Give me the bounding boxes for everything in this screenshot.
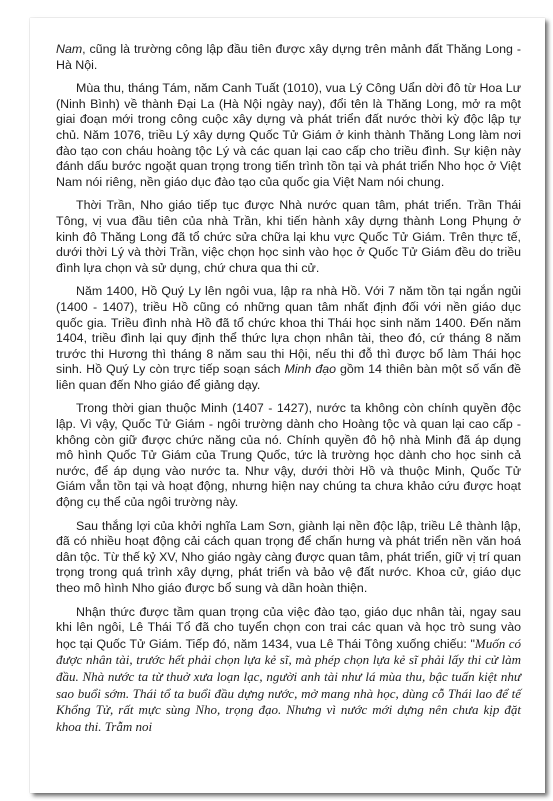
paragraph-2: Mùa thu, tháng Tám, năm Canh Tuất (1010), vua Lý Công Uẩn dời đô từ Hoa Lư (Ninh Bình) về thành Đại La (Hà Nội ngày nay), đổi tên là Thăng Long, mở ra một giai đoạn mới trong công cuộc xây dựng và phát triển đất nước thời kỳ độc lập tự chủ. Năm 1076, triều Lý xây dựng Quốc Tử Giám ở kinh thành Thăng Long làm nơi đào tạo con cháu hoàng tộc Lý và các quan lại cao cấp cho triều đình. Sự kiện này đánh dấu bước ngoặt quan trọng trong tiến trình tồn tại và phát triển Nho học ở Việt Nam nói riêng, nền giáo dục đào tạo của quốc gia Việt Nam nói chung.: [56, 81, 521, 189]
paragraph-text: Nhận thức được tầm quan trọng của việc đào tạo, giáo dục nhân tài, ngay sau khi lên ngôi, Lê Thái Tổ đã cho tuyển chọn con trai các quan và học trò sung vào học tại Quốc Tử Giám. Tiếp đó, năm 1434, vua Lê Thái Tông xuống chiếu: ": [56, 604, 521, 651]
paragraph-6: Sau thắng lợi của khởi nghĩa Lam Sơn, giành lại nền độc lập, triều Lê thành lập, đã có nhiều hoạt động cải cách quan trọng để chấn hưng và phát triển nền văn hoá dân tộc. Từ thế kỷ XV, Nho giáo ngày càng được quan tâm, phát triển, giữ vị trí quan trọng trong quá trình xây dựng, phát triển và bảo vệ đất nước. Khoa cử, giáo dục theo mô hình Nho giáo được bổ sung và dần hoàn thiện.: [56, 518, 521, 595]
italic-word: Nam: [56, 42, 83, 56]
document-page: [30, 18, 545, 793]
paragraph-5: Trong thời gian thuộc Minh (1407 - 1427), nước ta không còn chính quyền độc lập. Vì vậy, Quốc Tử Giám - ngôi trường dành cho Hoàng tộc và quan lại cao cấp - không còn giữ được chức năng của nó. Chính quyền đô hộ nhà Minh đã áp dụng mô hình Quốc Tử Giám của Trung Quốc, tức là trường học dành cho học sinh cả nước, để áp dụng vào nước ta. Như vậy, dưới thời Hồ và thuộc Minh, Quốc Tử Giám vẫn tồn tại và hoạt động, nhưng hiện nay chúng ta chưa khảo cứu được hoạt động cụ thể của ngôi trường này.: [56, 401, 521, 510]
book-title: Minh đạo: [284, 362, 337, 377]
royal-edict-quote: Muốn có được nhân tài, trước hết phải chọn lựa kẻ sĩ, mà phép chọn lựa kẻ sĩ phải lấy thi cử làm đầu. Nhà nước ta từ thuở xưa loạn lạc, người anh tài như lá mùa thu, bậc tuấn kiệt như sao buổi sớm. Thái tổ ta buổi đầu dựng nước, mở mang nhà học, dùng cỗ Thái lao để tế Khổng Tử, rất mực sùng Nho, trọng đạo. Nhưng vì nước mới dựng nên chưa kịp đặt khoa thi. Trẫm noi: [56, 635, 521, 734]
paragraph-text: Năm 1400, Hồ Quý Ly lên ngôi vua, lập ra nhà Hồ. Với 7 năm tồn tại ngắn ngủi (1400 - 1407), triều Hồ cũng có những quan tâm nhất định đối với nền giáo dục quốc gia. Triều đình nhà Hồ đã tổ chức khoa thi Thái học sinh năm 1400. Đến năm 1404, triều đình lại quy định thể thức lựa chọn nhân tài, theo đó, cứ tháng 8 năm trước thi Hương thì tháng 8 năm sau thi Hội, nếu thi đỗ thì được bổ làm Thái học sinh. Hồ Quý Ly còn trực tiếp soạn sách: [56, 284, 521, 377]
paragraph-text: gồm 14 thiên bàn một số vấn đề liên quan đến Nho giáo để giảng dạy.: [56, 362, 521, 392]
paragraph-7: [56, 605, 521, 736]
paragraph-text: , cũng là trường công lập đầu tiên được xây dựng trên mảnh đất Thăng Long - Hà Nội.: [56, 42, 521, 72]
paragraph-4: [56, 284, 521, 393]
document-body: [56, 42, 521, 743]
paragraph-3: Thời Trần, Nho giáo tiếp tục được Nhà nước quan tâm, phát triển. Trần Thái Tông, vị vua đầu tiên của nhà Trần, khi tiến hành xây dựng thành Long Phụng ở kinh đô Thăng Long đã tổ chức sửa chữa lại khu vực Quốc Tử Giám. Trên thực tế, dưới thời Lý và thời Trần, việc chọn học sinh vào học ở Quốc Tử Giám đều do triều đình lựa chọn và sử dụng, chứ chưa qua thi cử.: [56, 198, 521, 275]
paragraph-1: [56, 42, 521, 73]
